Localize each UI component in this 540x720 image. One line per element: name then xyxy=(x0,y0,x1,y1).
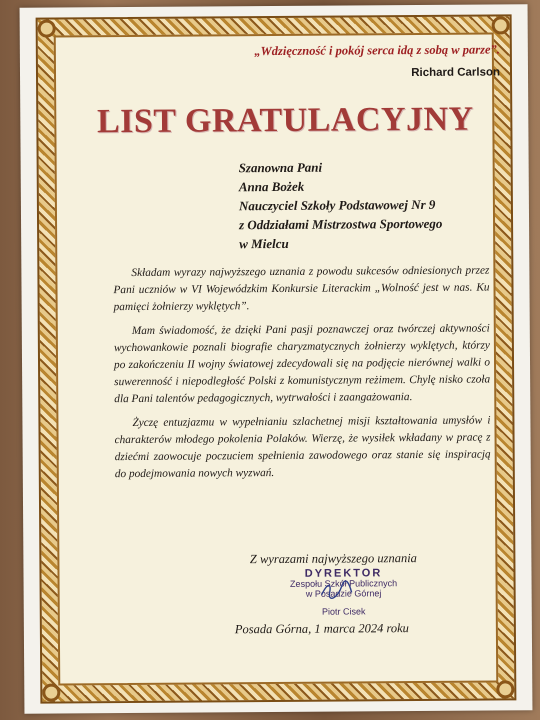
addressee-line: Anna Bożek xyxy=(238,178,305,195)
body-paragraph: Mam świadomość, że dzięki Pani pasji poznawczej oraz twórczej aktywności wychowankowie poznali biografie charyzmatycznych żołnierzy wyklętych, którzy po zakończeniu II wojny światowej zdecydowali się na podjęcie nierównej walki o suwerenność i niepodległość Polski z komunistycznym reżimem. Chylę nisko czoła dla Pani talentów pedagogicznych, wytrwałości i zaangażowania. xyxy=(113,322,491,406)
border-knot-top-left xyxy=(38,20,56,38)
director-school: Zespołu Szkół Publicznych xyxy=(290,578,398,589)
border-knot-bottom-right xyxy=(496,680,514,698)
addressee-line: w Mielcu xyxy=(239,235,289,252)
border-knot-top-right xyxy=(492,16,510,34)
addressee-line: z Oddziałami Mistrzostwa Sportowego xyxy=(239,215,443,233)
director-name: Piotr Cisek xyxy=(321,606,366,617)
addressee-line: Nauczyciel Szkoły Podstawowej Nr 9 xyxy=(238,196,436,214)
certificate-sheet xyxy=(20,4,533,714)
body-paragraph: Składam wyrazy najwyższego uznania z powodu sukcesów odniesionych przez Pani uczniów w VI Wojewódzkim Konkursie Literackim „Wolność jest w nas. Ku pamięci żołnierzy wyklętych”. xyxy=(113,264,490,314)
director-place: w Posadzie Górnej xyxy=(305,588,382,599)
letter-title: LIST GRATULACYJNY xyxy=(96,100,474,141)
date-line: Posada Górna, 1 marca 2024 roku xyxy=(234,621,409,637)
handwritten-signature xyxy=(320,580,354,600)
addressee-block xyxy=(239,157,480,254)
border-knot-bottom-left xyxy=(42,684,60,702)
motto-quote: „Wdzięczność i pokój serca idą z sobą w parze”. xyxy=(254,42,500,59)
closing-line: Z wyrazami najwyższego uznania xyxy=(249,551,417,567)
addressee-line: Szanowna Pani xyxy=(238,159,323,176)
letter-body xyxy=(113,263,491,491)
director-title: DYREKTOR xyxy=(304,567,383,580)
motto-author: Richard Carlson xyxy=(411,66,501,80)
body-paragraph: Życzę entuzjazmu w wypełnianiu szlachetnej misji kształtowania umysłów i charakterów młodego pokolenia Polaków. Wierzę, że wysiłek wkładany w pracę z dziećmi zaowocuje poczuciem spełnienia zawodowego oraz stanie się inspiracją do podejmowania nowych wyzwań. xyxy=(114,414,491,481)
